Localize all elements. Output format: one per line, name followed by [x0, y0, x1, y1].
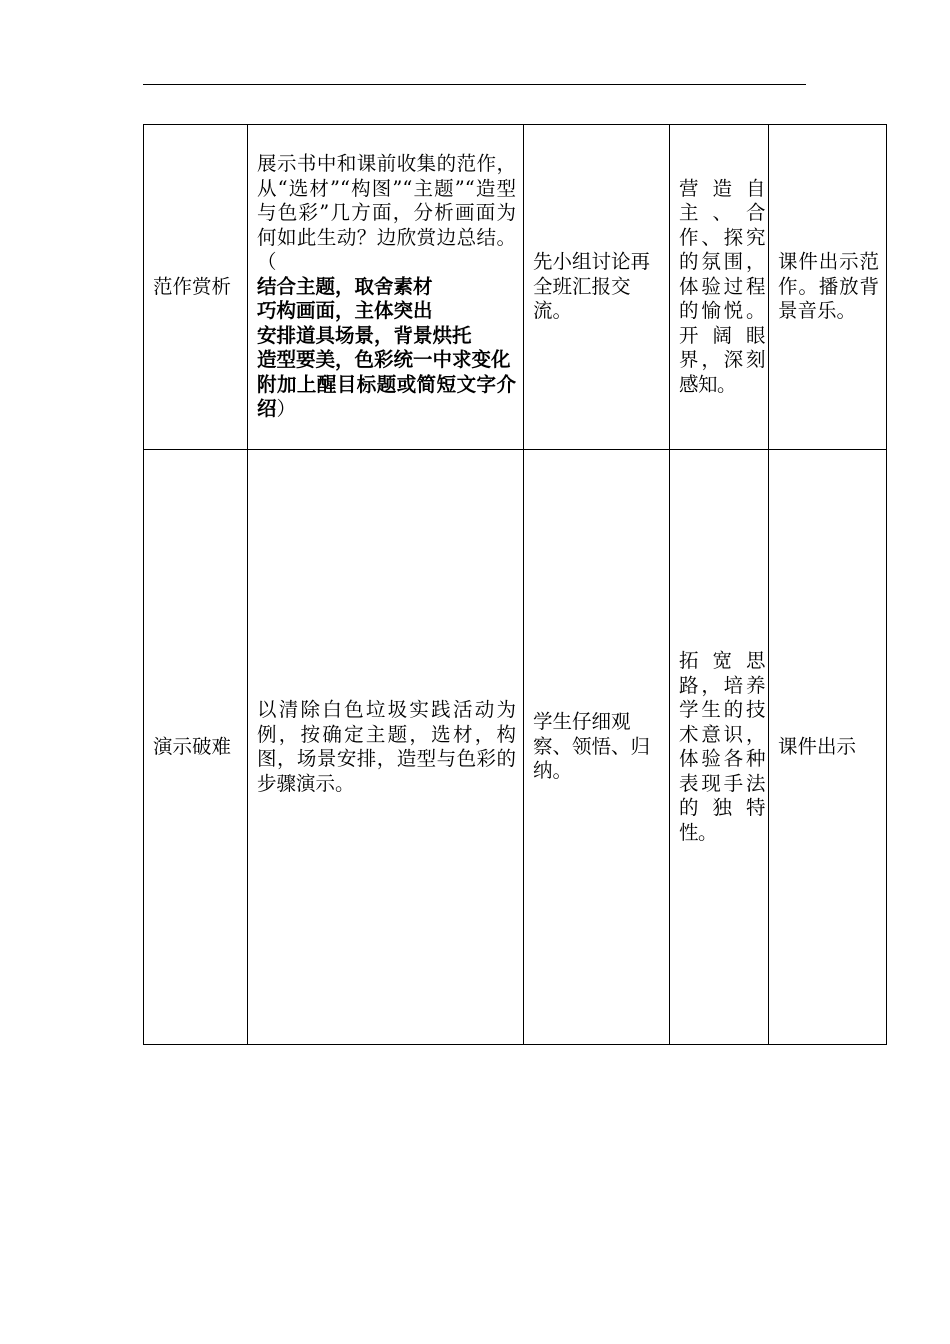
teacher-point: 附加上醒目标题或简短文字介绍 — [257, 372, 516, 421]
table-row — [144, 125, 887, 450]
student-activity-text: 学生仔细观察、领悟、归纳。 — [533, 710, 651, 783]
design-intent-cell — [670, 125, 769, 450]
stage-label: 范作赏析 — [153, 274, 232, 298]
teacher-activity-cell — [248, 125, 524, 450]
teacher-point: 结合主题，取舍素材 — [257, 274, 433, 298]
media-cell — [769, 125, 887, 450]
teacher-activity-intro: 展示书中和课前收集的范作，从“选材”“构图”“主题”“造型与色彩”几方面，分析画面为何如此生动？边欣赏边总结。（ — [257, 152, 516, 274]
teacher-point: 安排道具场景，背景烘托 — [257, 323, 472, 347]
stage-cell — [144, 450, 248, 1045]
stage-cell — [144, 125, 248, 450]
media-text: 课件出示 — [778, 734, 857, 758]
teacher-activity-cell — [248, 450, 524, 1045]
student-activity-cell — [524, 450, 670, 1045]
design-intent-cell — [670, 450, 769, 1045]
media-text: 课件出示范作。播放背景音乐。 — [778, 250, 879, 323]
header-rule — [143, 84, 806, 85]
lesson-plan-table — [143, 124, 887, 1045]
student-activity-cell — [524, 125, 670, 450]
teacher-activity-close: ） — [276, 397, 297, 421]
table-row — [144, 450, 887, 1045]
teacher-activity-text: 以清除白色垃圾实践活动为例，按确定主题，选材，构图，场景安排，造型与色彩的步骤演示。 — [257, 698, 516, 795]
stage-label: 演示破难 — [153, 734, 232, 758]
media-cell — [769, 450, 887, 1045]
design-intent-text: 营造自主、合作、探究的氛围，体验过程的愉悦。开阔眼界，深刻感知。 — [679, 176, 765, 396]
teacher-point: 造型要美，色彩统一中求变化 — [257, 348, 511, 372]
teacher-point: 巧构画面，主体突出 — [257, 299, 433, 323]
student-activity-text: 先小组讨论再全班汇报交流。 — [533, 250, 651, 323]
design-intent-text: 拓宽思路，培养学生的技术意识，体验各种表现手法的独特性。 — [679, 649, 765, 844]
